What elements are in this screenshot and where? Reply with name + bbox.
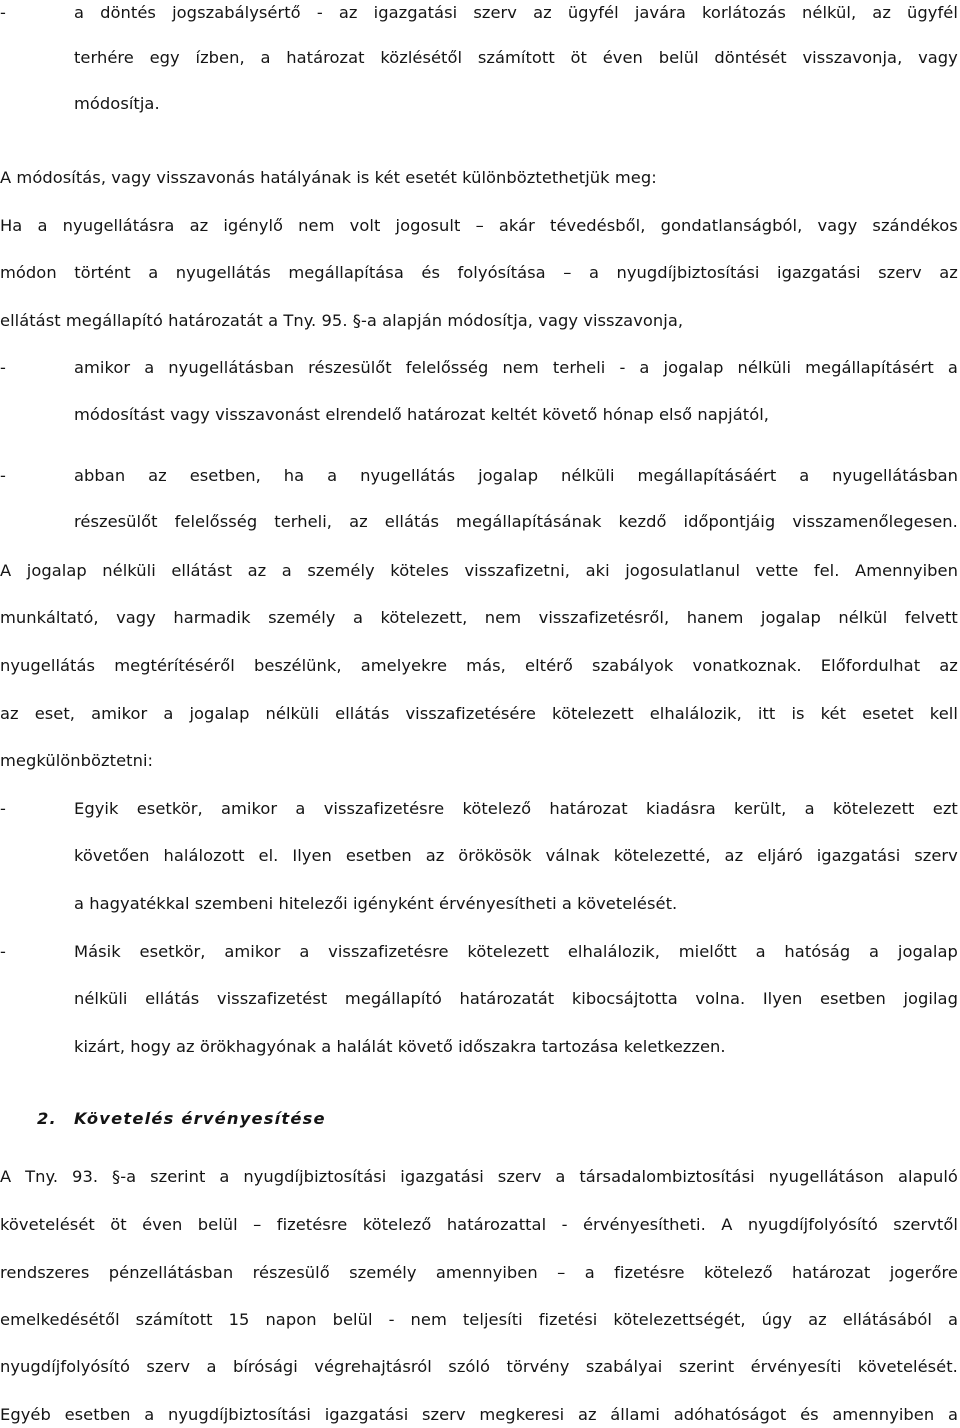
list-dash: - [0,799,6,818]
text-line: részesülőt felelősség terheli, az ellátás megállapításának kezdő időpontjáig visszamenőlegesen. [74,512,958,531]
text-line: a hagyatékkal szembeni hitelezői igényként érvényesítheti a követelését. [74,894,678,913]
text-line: rendszeres pénzellátásban részesülő személy amennyiben – a fizetésre kötelező határozat jogerőre [0,1263,958,1282]
text-line: Ha a nyugellátásra az igénylő nem volt jogosult – akár tévedésből, gondatlanságból, vagy szándékos [0,216,958,235]
text-line: ellátást megállapító határozatát a Tny. 95. §-a alapján módosítja, vagy visszavonja, [0,311,684,330]
list-dash: - [0,358,6,377]
text-line: kizárt, hogy az örökhagyónak a halálát követő időszakra tartozása keletkezzen. [74,1037,726,1056]
text-line: az eset, amikor a jogalap nélküli ellátás visszafizetésére kötelezett elhalálozik, itt is két esetet kell [0,704,958,723]
text-line: módosítja. [74,94,160,113]
text-line: nélküli ellátás visszafizetést megállapító határozatát kibocsájtotta volna. Ilyen esetben jogilag [74,989,958,1008]
text-line: a döntés jogszabálysértő - az igazgatási szerv az ügyfél javára korlátozás nélkül, az ügyfél [74,3,958,22]
text-line: nyugellátás megtérítéséről beszélünk, amelyekre más, eltérő szabályok vonatkoznak. Előfordulhat az [0,656,958,675]
text-line: Egyéb esetben a nyugdíjbiztosítási igazgatási szerv megkeresi az állami adóhatóságot és amennyiben a [0,1405,958,1424]
text-line: megkülönböztetni: [0,751,154,770]
text-line: amikor a nyugellátásban részesülőt felelősség nem terheli - a jogalap nélküli megállapításért a [74,358,958,377]
text-line: követelését öt éven belül – fizetésre kötelező határozattal - érvényesítheti. A nyugdíjfolyósító szervtől [0,1215,958,1234]
text-line: A jogalap nélküli ellátást az a személy köteles visszafizetni, aki jogosulatlanul vette fel. Amennyiben [0,561,958,580]
text-line: nyugdíjfolyósító szerv a bírósági végrehajtásról szóló törvény szabályai szerint érvényesíti követelését. [0,1357,958,1376]
text-line: módon történt a nyugellátás megállapítása és folyósítása – a nyugdíjbiztosítási igazgatási szerv az [0,263,958,282]
text-line: munkáltató, vagy harmadik személy a kötelezett, nem visszafizetésről, hanem jogalap nélkül felvett [0,608,958,627]
section-number: 2. [37,1109,57,1128]
list-dash: - [0,942,6,961]
list-dash: - [0,466,6,485]
text-line: emelkedésétől számított 15 napon belül - nem teljesíti fizetési kötelezettségét, úgy az ellátásából a [0,1310,958,1329]
text-line: abban az esetben, ha a nyugellátás jogalap nélküli megállapításáért a nyugellátásban [74,466,958,485]
text-line: terhére egy ízben, a határozat közlésétől számított öt éven belül döntését visszavonja, vagy [74,48,958,67]
text-line: Egyik esetkör, amikor a visszafizetésre kötelező határozat kiadásra került, a kötelezett ezt [74,799,958,818]
section-title: Követelés érvényesítése [74,1109,326,1128]
text-line: A módosítás, vagy visszavonás hatályának is két esetét különböztethetjük meg: [0,168,657,187]
text-line: követően halálozott el. Ilyen esetben az örökösök válnak kötelezetté, az eljáró igazgatási szerv [74,846,958,865]
text-line: módosítást vagy visszavonást elrendelő határozat keltét követő hónap első napjától, [74,405,770,424]
list-dash: - [0,3,6,22]
text-line: A Tny. 93. §-a szerint a nyugdíjbiztosítási igazgatási szerv a társadalombiztosítási nyugellátáson alapuló [0,1167,958,1186]
text-line: Másik esetkör, amikor a visszafizetésre kötelezett elhalálozik, mielőtt a hatóság a jogalap [74,942,958,961]
